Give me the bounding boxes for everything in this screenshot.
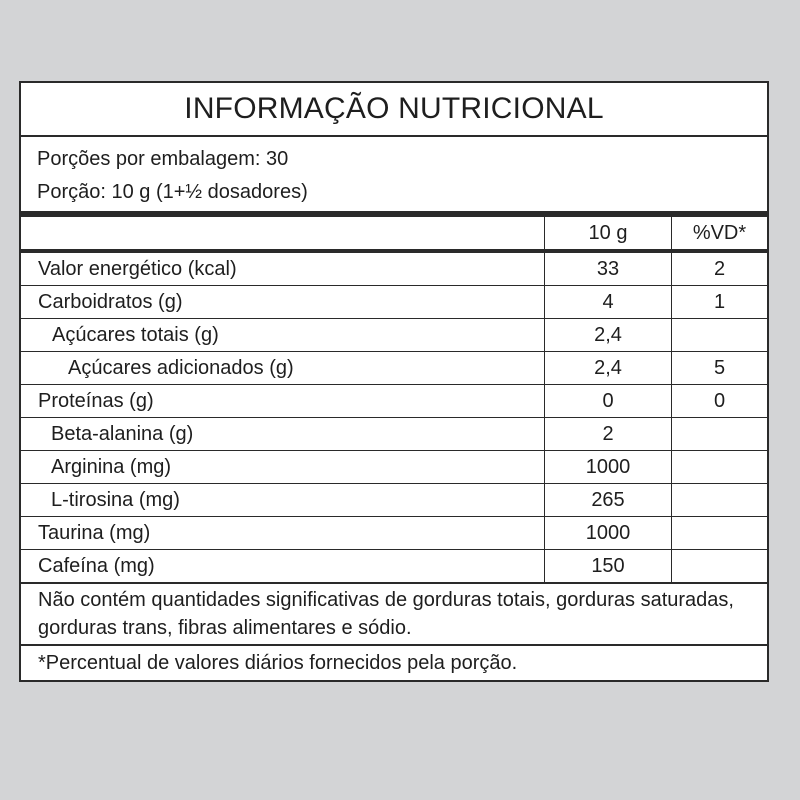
nutrient-name: Valor energético (kcal) <box>21 251 545 286</box>
nutrient-name: Arginina (mg) <box>21 451 545 484</box>
servings-per-package: Porções por embalagem: 30 <box>37 148 289 170</box>
nutrient-quantity: 2,4 <box>545 319 672 352</box>
nutrient-name: Açúcares totais (g) <box>21 319 545 352</box>
header-name-cell <box>21 217 545 251</box>
nutrient-dv: 5 <box>672 352 768 385</box>
serving-size: Porção: 10 g (1+½ dosadores) <box>37 181 308 203</box>
table-row <box>21 286 767 319</box>
table-row <box>21 550 767 584</box>
nutrient-name: L-tirosina (mg) <box>21 484 545 517</box>
nutrient-quantity: 265 <box>545 484 672 517</box>
nutrient-dv <box>672 550 768 584</box>
nutrient-dv <box>672 319 768 352</box>
nutrient-quantity: 2,4 <box>545 352 672 385</box>
table-header-row <box>21 217 767 251</box>
nutrient-dv: 2 <box>672 251 768 286</box>
nutrient-dv: 0 <box>672 385 768 418</box>
table-row <box>21 517 767 550</box>
nutrient-name: Cafeína (mg) <box>21 550 545 584</box>
nutrient-name: Açúcares adicionados (g) <box>21 352 545 385</box>
table-row <box>21 251 767 286</box>
nutrient-name: Beta-alanina (g) <box>21 418 545 451</box>
nutrition-facts-label <box>19 81 769 682</box>
portion-info <box>20 137 768 217</box>
header-quantity-cell: 10 g <box>545 217 672 251</box>
nutrient-quantity: 150 <box>545 550 672 584</box>
table-row <box>21 451 767 484</box>
nutrient-dv <box>672 484 768 517</box>
nutrient-quantity: 2 <box>545 418 672 451</box>
nutrient-name: Proteínas (g) <box>21 385 545 418</box>
table-row <box>21 385 767 418</box>
label-title: INFORMAÇÃO NUTRICIONAL <box>20 83 768 137</box>
nutrient-dv <box>672 418 768 451</box>
table-row <box>21 319 767 352</box>
not-significant-note: Não contém quantidades significativas de gorduras totais, gorduras saturadas, gorduras trans, fibras alimentares e sódio. <box>21 584 767 646</box>
nutrient-dv <box>672 517 768 550</box>
nutrient-quantity: 4 <box>545 286 672 319</box>
nutrient-quantity: 1000 <box>545 451 672 484</box>
nutrition-table <box>21 217 767 584</box>
header-dv-cell: %VD* <box>672 217 768 251</box>
nutrient-dv <box>672 451 768 484</box>
table-row <box>21 418 767 451</box>
table-row <box>21 484 767 517</box>
nutrient-quantity: 1000 <box>545 517 672 550</box>
nutrient-quantity: 0 <box>545 385 672 418</box>
nutrient-name: Taurina (mg) <box>21 517 545 550</box>
nutrient-dv: 1 <box>672 286 768 319</box>
nutrient-name: Carboidratos (g) <box>21 286 545 319</box>
table-row <box>21 352 767 385</box>
nutrient-quantity: 33 <box>545 251 672 286</box>
dv-footnote: *Percentual de valores diários fornecidos pela porção. <box>38 652 518 674</box>
